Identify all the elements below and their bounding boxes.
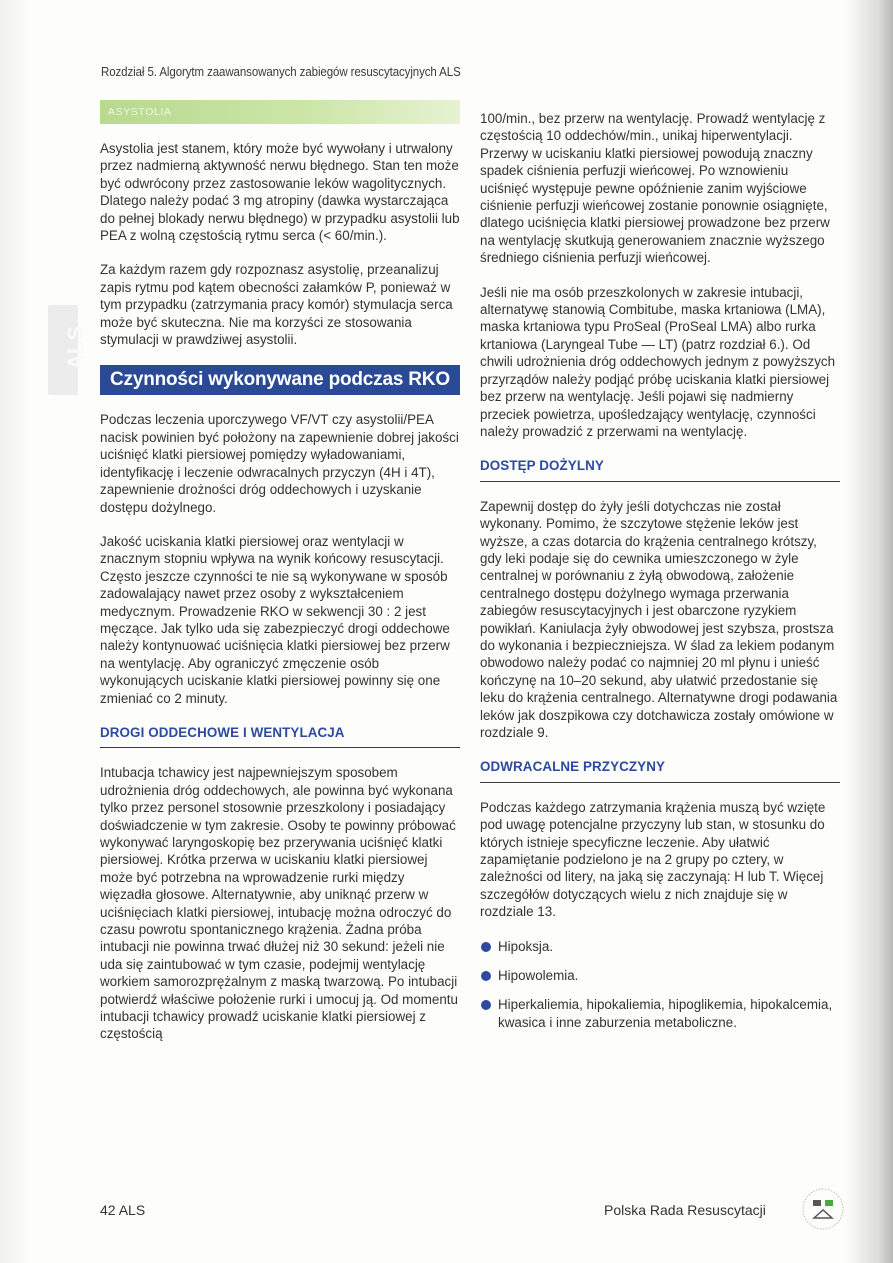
airway-paragraph: Intubacja tchawicy jest najpewniejszym sposobem udrożnienia dróg oddechowych, ale powinna być wykonana tylko przez personel stosownie przeszkolony i posiadający doświadczenie w tym zakresie. Osoby te powinny próbować wykonywać laryngoskopię bez przerywania uciśnięć klatki piersiowej. Krótka przerwa w uciskaniu klatki piersiowej może być potrzebna na wprowadzenie rurki między więzadła głosowe. Alternatywnie, aby uniknąć przerw w uciśnięciach klatki piersiowej, intubację można odroczyć do czasu powrotu spontanicznego krążenia. Żadna próba intubacji nie powinna trwać dłużej niż 30 sekund: jeżeli nie uda się zaintubować w tym czasie, podejmij wentylację workiem samorozprężalnym z maską twarzową. Po intubacji potwierdź właściwe położenie rurki i umocuj ją. Od momentu intubacji tchawicy prowadź uciskanie klatki piersiowej z częstością (100, 765, 458, 1042)
ventilation-continuation-paragraph: 100/min., bez przerw na wentylację. Prowadź wentylację z częstością 10 oddechów/min., unikaj hiperwentylacji. Przerwy w uciskaniu klatki piersiowej powodują znaczny spadek ciśnienia perfuzji wieńcowej. Po wznowieniu uciśnięć występuje pewne opóźnienie zanim wyjściowe ciśnienie perfuzji wieńcowej zostanie ponownie osiągnięte, dlatego uciśnięcia klatki piersiowej prowadzone bez przerw na wentylację skutkują generowaniem znacznie wyższego średniego ciśnienia perfuzji wieńcowej. (480, 111, 830, 266)
iv-access-paragraph: Zapewnij dostęp do żyły jeśli dotychczas nie został wykonany. Pomimo, że szczytowe stężenie leków jest wyższe, a czas dotarcia do krążenia centralnego krótszy, gdy leki podaje się do cewnika umieszczonego w żyle centralnej w porównaniu z żyłą obwodową, założenie centralnego dostępu dożylnego wymaga przerwania zabiegów resuscytacyjnych i jest obarczone ryzykiem powikłań. Kaniulacja żyły obwodowej jest szybsza, prostsza do wykonania i bezpieczniejsza. W ślad za lekiem podanym obwodowo należy podać co najmniej 20 ml płynu i unieść kończynę na 10–20 sekund, aby ułatwić przedostanie się leku do krążenia centralnego. Alternatywne drogi podawania leków jak doszpikowa czy dotchawicza zostały omówione w rozdziale 9. (480, 498, 838, 740)
chapter-header: Rozdział 5. Algorytm zaawansowanych zabiegów resuscytacyjnych ALS (101, 65, 461, 79)
bullet-text: Hipoksja. (498, 938, 554, 954)
iv-access-heading: DOSTĘP DOŻYLNY (480, 457, 840, 481)
side-tab-label: ALS (63, 326, 88, 370)
list-item (480, 967, 840, 984)
asystolia-paragraph-2: Za każdym razem gdy rozpoznasz asystolię, przeanalizuj zapis rytmu pod kątem obecności załamków P, ponieważ w tym przypadku (zatrzymania pracy komór) stymulacja serca może być skuteczna. Nie ma korzyści ze stosowania stymulacji w prawdziwej asystolii. (100, 262, 453, 348)
reversible-causes-heading: ODWRACALNE PRZYCZYNY (480, 758, 840, 782)
rko-paragraph-1: Podczas leczenia uporczywego VF/VT czy asystolii/PEA nacisk powinien być położony na zapewnienie dobrej jakości uciśnięć klatki piersiowej pomiędzy wyładowaniami, identyfikację i leczenie odwracalnych przyczyn (4H i 4T), zapewnienie drożności dróg oddechowych i uzyskanie dostępu dożylnego. (100, 412, 459, 515)
list-item (480, 996, 840, 1031)
bullet-dot-icon (481, 971, 491, 981)
bullet-dot-icon (481, 942, 491, 952)
scan-right-edge (845, 0, 893, 1263)
page-number: 42 ALS (100, 1202, 146, 1218)
right-column (480, 110, 840, 1043)
prr-logo-icon (800, 1186, 846, 1232)
bullet-text: Hipowolemia. (498, 968, 579, 984)
alternative-airway-paragraph: Jeśli nie ma osób przeszkolonych w zakresie intubacji, alternatywę stanowią Combitube, maska krtaniowa (LMA), maska krtaniowa typu ProSeal (ProSeal LMA) albo rurka krtaniowa (Laryngeal Tube — LT) (patrz rozdział 6.). Od chwili udrożnienia dróg oddechowych jednym z powyższych przyrządów należy podjąć próbę uciskania klatki piersiowej bez przerw na wentylację. Jeśli pojawi się nadmierny przeciek powietrza, upośledzający wentylację, czynności należy prowadzić z przerwami na wentylację. (480, 284, 836, 439)
bullet-dot-icon (481, 1000, 491, 1010)
organization-name: Polska Rada Resuscytacji (604, 1202, 766, 1218)
airway-heading: DROGI ODDECHOWE I WENTYLACJA (100, 724, 460, 748)
side-tab (48, 305, 88, 395)
asystolia-section-band: ASYSTOLIA (100, 100, 460, 124)
reversible-causes-paragraph: Podczas każdego zatrzymania krążenia muszą być wzięte pod uwagę potencjalne przyczyny lub stan, w stosunku do których istnieje specyficzne leczenie. Aby ułatwić zapamiętanie podzielono je na 2 grupy po cztery, w zależności od litery, na jaką się zaczynają: H lub T. Więcej szczegółów dotyczących wielu z nich znajduje się w rozdziale 13. (480, 799, 826, 920)
list-item (480, 938, 840, 955)
rko-paragraph-2: Jakość uciskania klatki piersiowej oraz wentylacji w znacznym stopniu wpływa na wynik końcowy resuscytacji. Często jeszcze czynności te nie są wykonywane w sposób zadowalający nawet przez osoby z wykształceniem medycznym. Prowadzenie RKO w sekwencji 30 : 2 jest męczące. Jak tylko uda się zabezpieczyć drogi oddechowe należy kontynuować uciśnięcia klatki piersiowej bez przerw na wentylację. Aby ograniczyć zmęczenie osób wykonujących uciskanie klatki piersiowej powinny się one zmieniać co 2 minuty. (100, 533, 450, 706)
rko-main-heading: Czynności wykonywane podczas RKO (100, 365, 460, 395)
causes-bullet-list (480, 938, 840, 1032)
asystolia-paragraph-1: Asystolia jest stanem, który może być wywołany i utrwalony przez nadmierną aktywność nerwu błędnego. Stan ten może być odwrócony przez zastosowanie leków wagolitycznych. Dlatego należy podać 3 mg atropiny (dawka wystarczająca do pełnej blokady nerwu błędnego) w przypadku asystolii lub PEA z wolną częstością rytmu serca (< 60/min.). (100, 141, 460, 244)
bullet-text: Hiperkaliemia, hipokaliemia, hipoglikemia, hipokalcemia, kwasica i inne zaburzenia metaboliczne. (498, 997, 833, 1030)
left-column (100, 100, 460, 1060)
scan-left-edge (0, 0, 30, 1263)
